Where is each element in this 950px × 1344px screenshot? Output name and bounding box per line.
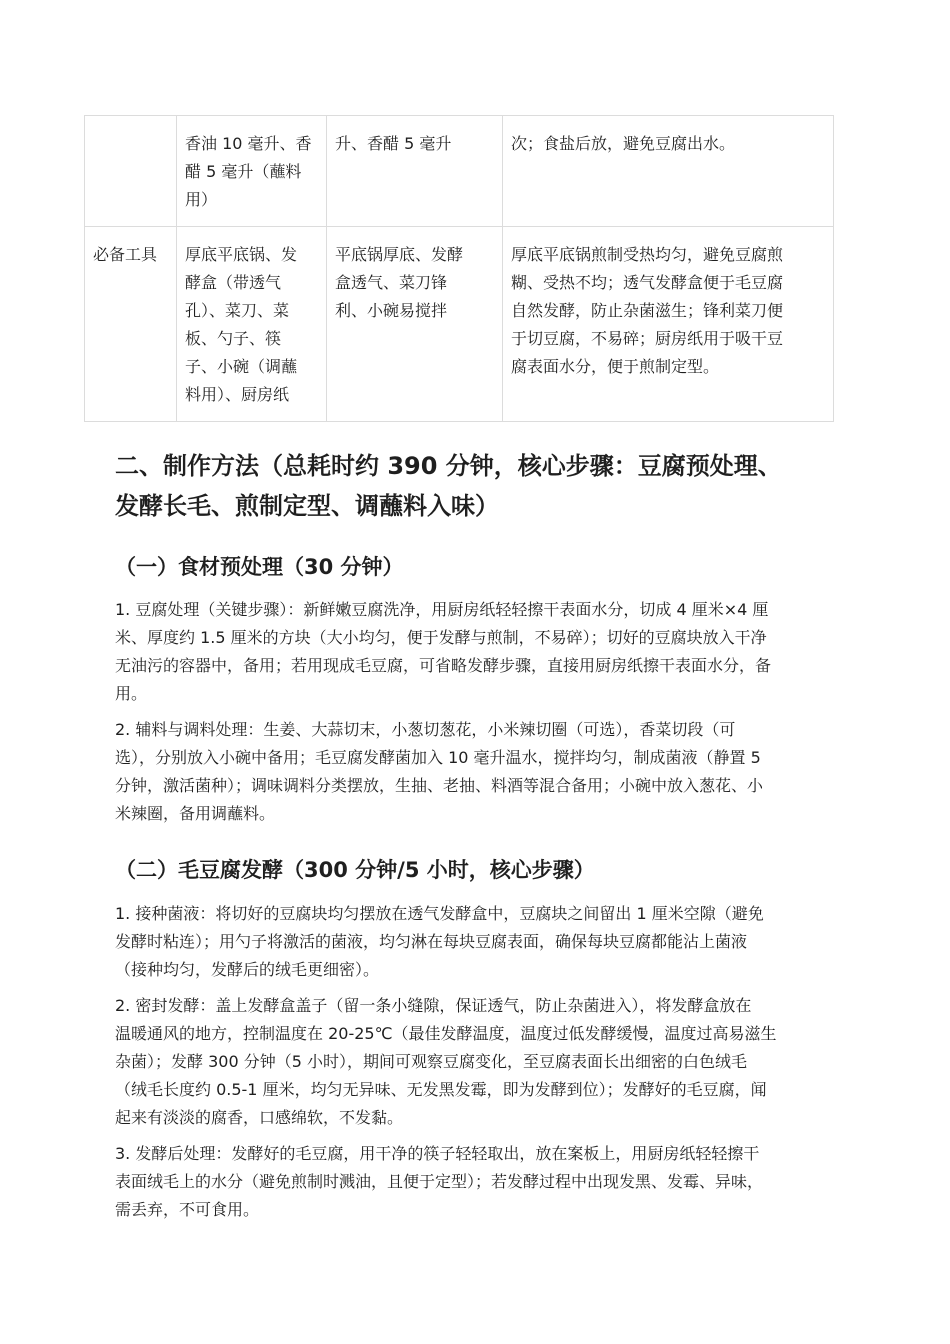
- table-cell-category: [85, 116, 177, 227]
- step-paragraph: 2. 密封发酵：盖上发酵盒盖子（留一条小缝隙，保证透气，防止杂菌进入），将发酵盒放在 温暖通风的地方，控制温度在 20-25℃（最佳发酵温度，温度过低发酵缓慢，温度过高易滋生 杂菌）；发酵 300 分钟（5 小时），期间可观察豆腐变化，至豆腐表面长出细密的白色绒毛 （绒毛长度约 0.5-1 厘米，均匀无异味、无发黑发霉，即为发酵到位）；发酵好的毛豆腐，闻 起来有淡淡的腐香，口感绵软，不发黏。: [115, 996, 777, 1127]
- table-cell-category: 必备工具: [85, 227, 177, 422]
- step-paragraph: 3. 发酵后处理：发酵好的毛豆腐，用干净的筷子轻轻取出，放在案板上，用厨房纸轻轻擦干 表面绒毛上的水分（避免煎制时溅油，且便于定型）；若发酵过程中出现发黑、发霉、异味， 需丢弃，不可食用。: [115, 1144, 764, 1219]
- step-paragraph: 1. 豆腐处理（关键步骤）：新鲜嫩豆腐洗净，用厨房纸轻轻擦干表面水分，切成 4 厘米×4 厘 米、厚度约 1.5 厘米的方块（大小均匀，便于发酵与煎制，不易碎）；切好的豆腐块放入干净 无油污的容器中，备用；若用现成毛豆腐，可省略发酵步骤，直接用厨房纸擦干表面水分，备 用。: [115, 600, 772, 703]
- subsection-heading-fermentation: （二）毛豆腐发酵（300 分钟/5 小时，核心步骤）: [115, 858, 595, 882]
- ingredients-tools-table: [84, 115, 834, 422]
- table-cell-requirements: 升、香醋 5 毫升: [327, 116, 503, 227]
- step-paragraph: 1. 接种菌液：将切好的豆腐块均匀摆放在透气发酵盒中，豆腐块之间留出 1 厘米空隙（避免 发酵时粘连）；用勺子将激活的菌液，均匀淋在每块豆腐表面，确保每块豆腐都能沾上菌液 （接种均匀，发酵后的绒毛更细密）。: [115, 904, 764, 979]
- table-row: [85, 116, 834, 227]
- table-cell-requirements: 平底锅厚底、发酵 盒透气、菜刀锋 利、小碗易搅拌: [327, 227, 503, 422]
- section-heading-methods: 二、制作方法（总耗时约 390 分钟，核心步骤：豆腐预处理、 发酵长毛、煎制定型、调蘸料入味）: [115, 452, 782, 520]
- table-cell-notes: 厚底平底锅煎制受热均匀，避免豆腐煎 糊、受热不均；透气发酵盒便于毛豆腐 自然发酵，防止杂菌滋生；锋利菜刀便 于切豆腐，不易碎；厨房纸用于吸干豆 腐表面水分，便于煎制定型。: [503, 227, 834, 422]
- table-row: [85, 227, 834, 422]
- step-paragraph: 2. 辅料与调料处理：生姜、大蒜切末，小葱切葱花，小米辣切圈（可选），香菜切段（可 选），分别放入小碗中备用；毛豆腐发酵菌加入 10 毫升温水，搅拌均匀，制成菌液（静置 5 分钟，激活菌种）；调味调料分类摆放，生抽、老抽、料酒等混合备用；小碗中放入葱花、小 米辣圈，备用调蘸料。: [115, 720, 764, 823]
- table-cell-items: 厚底平底锅、发 酵盒（带透气 孔）、菜刀、菜 板、勺子、筷 子、小碗（调蘸 料用）、厨房纸: [177, 227, 327, 422]
- subsection-heading-preprocessing: （一）食材预处理（30 分钟）: [115, 555, 404, 579]
- table-cell-items: 香油 10 毫升、香 醋 5 毫升（蘸料 用）: [177, 116, 327, 227]
- table-cell-notes: 次；食盐后放，避免豆腐出水。: [503, 116, 834, 227]
